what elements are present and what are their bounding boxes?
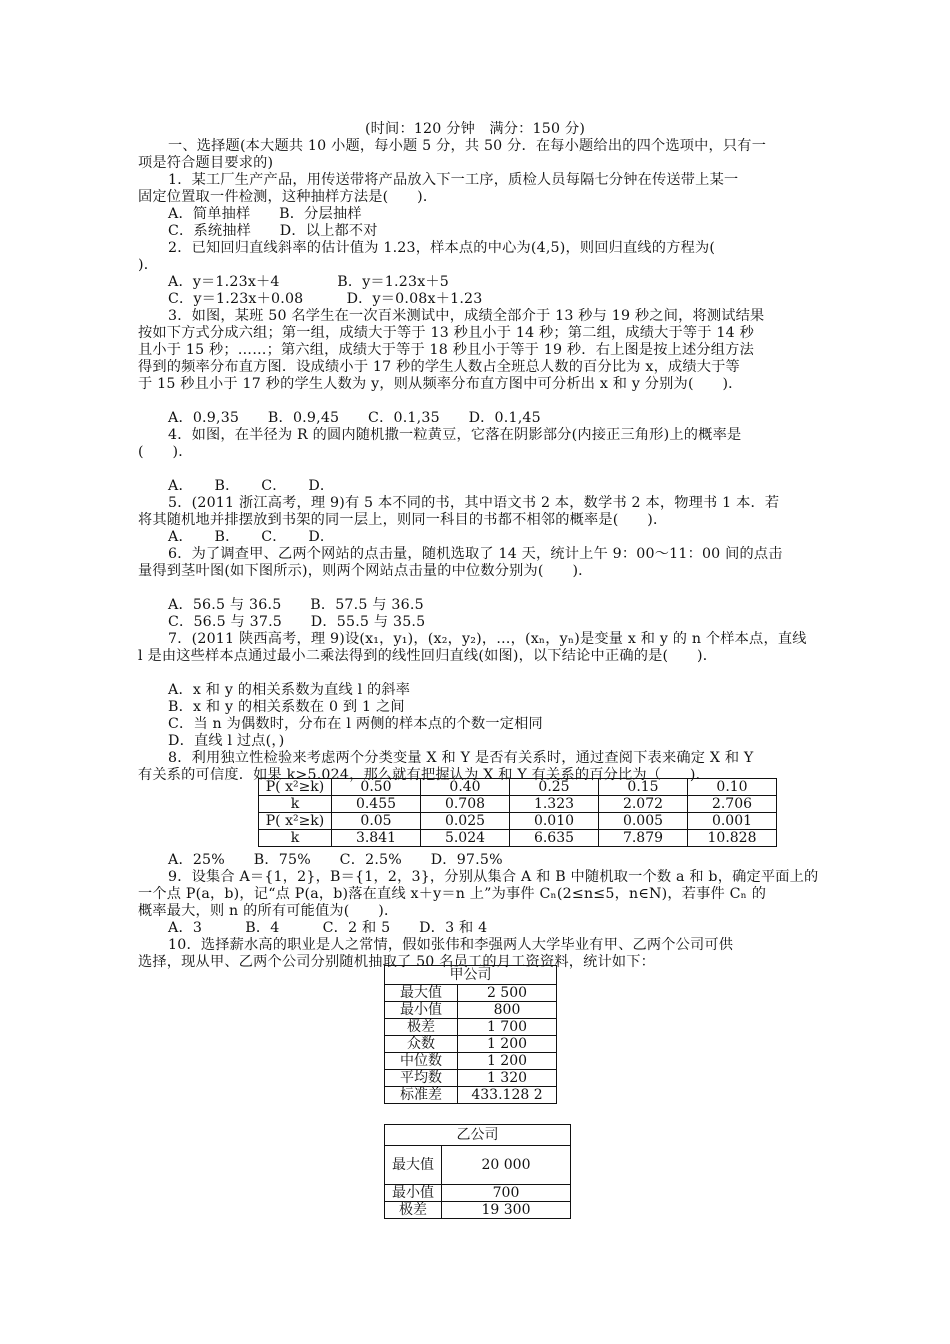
q3-stem-line-2: 按如下方式分成六组；第一组，成绩大于等于 13 秒且小于 14 秒；第二组，成绩大于等于 14 秒 <box>138 325 754 341</box>
q2-options-ab: A．y＝1.23x＋4 B．y＝1.23x＋5 <box>168 274 450 290</box>
q8-critical-value-table <box>258 778 777 847</box>
table-row <box>385 1202 571 1219</box>
table-cell: 0.25 <box>510 779 599 796</box>
table-row <box>259 830 777 847</box>
q2-options-cd: C．y＝1.23x＋0.08 D．y＝0.08x＋1.23 <box>168 291 483 307</box>
table-cell: 0.025 <box>421 813 510 830</box>
table-cell: 5.024 <box>421 830 510 847</box>
table-cell: 0.10 <box>688 779 777 796</box>
q4-stem-line-1: 4．如图，在半径为 R 的圆内随机撒一粒黄豆，它落在阴影部分(内接正三角形)上的概率是 <box>168 427 742 443</box>
q3-stem-line-4: 得到的频率分布直方图．设成绩小于 17 秒的学生人数占全班总人数的百分比为 x，成绩大于等 <box>138 359 740 375</box>
table-row <box>259 813 777 830</box>
table-cell: 2 500 <box>458 985 557 1002</box>
table-row <box>385 1002 557 1019</box>
q9-stem-line-1: 9．设集合 A＝{1，2}，B＝{1，2，3}，分别从集合 A 和 B 中随机取一个数 a 和 b，确定平面上的 <box>168 869 819 885</box>
q2-stem-line-2: )． <box>138 257 159 273</box>
company-b-salary-table <box>384 1124 571 1219</box>
table-cell: 最大值 <box>385 1146 442 1185</box>
table-row <box>385 1019 557 1036</box>
table-row <box>385 1146 571 1185</box>
table-cell: 0.005 <box>599 813 688 830</box>
table-cell: 0.40 <box>421 779 510 796</box>
table-cell: 最大值 <box>385 985 458 1002</box>
table-cell: k <box>259 830 332 847</box>
time-score-header: (时间：120 分钟 满分：150 分) <box>364 121 586 137</box>
q7-option-d: D．直线 l 过点(，) <box>168 733 285 749</box>
table-cell: 3.841 <box>332 830 421 847</box>
table-cell: 标准差 <box>385 1087 458 1104</box>
table-cell: 平均数 <box>385 1070 458 1087</box>
table-cell: 0.010 <box>510 813 599 830</box>
table-cell: 最小值 <box>385 1185 442 1202</box>
q5-options: A． B． C． D． <box>168 529 335 545</box>
q3-stem-line-5: 于 15 秒且小于 17 秒的学生人数为 y，则从频率分布直方图中可分析出 x 和 y 分别为( )． <box>138 376 743 392</box>
table-row <box>259 796 777 813</box>
q9-stem-line-2: 一个点 P(a，b)，记“点 P(a，b)落在直线 x＋y＝n 上”为事件 Cₙ(2≤n≤5，n∈N)，若事件 Cₙ 的 <box>138 886 767 902</box>
q9-stem-line-3: 概率最大，则 n 的所有可能值为( )． <box>138 903 399 919</box>
table-caption: 甲公司 <box>385 966 557 985</box>
q7-option-b: B．x 和 y 的相关系数在 0 到 1 之间 <box>168 699 405 715</box>
table-row <box>385 1087 557 1104</box>
q7-option-c: C．当 n 为偶数时，分布在 l 两侧的样本点的个数一定相同 <box>168 716 543 732</box>
q8-stem-line-2: 有关系的可信度．如果 k>5.024，那么就有把握认为 X 和 Y 有关系的百分比为（ )． <box>138 767 711 783</box>
table-row <box>385 1185 571 1202</box>
table-row <box>259 779 777 796</box>
table-cell: 1 200 <box>458 1053 557 1070</box>
table-cell: 800 <box>458 1002 557 1019</box>
q3-stem-line-3: 且小于 15 秒；……；第六组，成绩大于等于 18 秒且小于等于 19 秒．右上图是按上述分组方法 <box>138 342 754 358</box>
table-row <box>385 1125 571 1146</box>
section-title-line-1: 一、选择题(本大题共 10 小题，每小题 5 分，共 50 分．在每小题给出的四个选项中，只有一 <box>168 138 767 154</box>
q9-options: A．3 B．4 C．2 和 5 D．3 和 4 <box>168 920 488 936</box>
table-cell: 极差 <box>385 1019 458 1036</box>
table-cell: 0.708 <box>421 796 510 813</box>
table-cell: 极差 <box>385 1202 442 1219</box>
q4-stem-line-2: ( )． <box>138 444 193 460</box>
table-cell: 700 <box>442 1185 571 1202</box>
table-cell: 0.05 <box>332 813 421 830</box>
table-row <box>385 966 557 985</box>
q6-options-ab: A．56.5 与 36.5 B．57.5 与 36.5 <box>168 597 424 613</box>
table-cell: 1 320 <box>458 1070 557 1087</box>
q10-stem-line-2: 选择，现从甲、乙两个公司分别随机抽取了 50 名员工的月工资资料，统计如下： <box>138 954 656 970</box>
q6-stem-line-2: 量得到茎叶图(如下图所示)，则两个网站点击量的中位数分别为( )． <box>138 563 593 579</box>
table-cell: 1 700 <box>458 1019 557 1036</box>
table-cell: 2.706 <box>688 796 777 813</box>
table-cell: 6.635 <box>510 830 599 847</box>
q7-option-a: A．x 和 y 的相关系数为直线 l 的斜率 <box>168 682 411 698</box>
q1-stem-line-1: 1．某工厂生产产品，用传送带将产品放入下一工序，质检人员每隔七分钟在传送带上某一 <box>168 172 739 188</box>
table-cell: 中位数 <box>385 1053 458 1070</box>
q6-stem-line-1: 6．为了调查甲、乙两个网站的点击量，随机选取了 14 天，统计上午 9：00～11：00 间的点击 <box>168 546 783 562</box>
table-caption: 乙公司 <box>385 1125 571 1146</box>
q1-options-ab: A．简单抽样 B．分层抽样 <box>168 206 362 222</box>
q7-stem-line-1: 7．(2011 陕西高考，理 9)设(x₁，y₁)，(x₂，y₂)，…，(xₙ，yₙ)是变量 x 和 y 的 n 个样本点，直线 <box>168 631 807 647</box>
q7-stem-line-2: l 是由这些样本点通过最小二乘法得到的线性回归直线(如图)，以下结论中正确的是( )． <box>138 648 718 664</box>
q5-stem-line-1: 5．(2011 浙江高考，理 9)有 5 本不同的书，其中语文书 2 本，数学书 2 本，物理书 1 本．若 <box>168 495 780 511</box>
table-cell: k <box>259 796 332 813</box>
table-cell: 433.128 2 <box>458 1087 557 1104</box>
table-cell: 2.072 <box>599 796 688 813</box>
table-cell: 0.50 <box>332 779 421 796</box>
table-row <box>385 1053 557 1070</box>
q4-options: A． B． C． D． <box>168 478 335 494</box>
q1-stem-line-2: 固定位置取一件检测，这种抽样方法是( )． <box>138 189 438 205</box>
table-row <box>385 1070 557 1087</box>
q3-options: A．0.9,35 B．0.9,45 C．0.1,35 D．0.1,45 <box>168 410 541 426</box>
table-cell: 最小值 <box>385 1002 458 1019</box>
table-cell: P( x²≥k) <box>259 779 332 796</box>
table-cell: 众数 <box>385 1036 458 1053</box>
table-cell: 0.15 <box>599 779 688 796</box>
q8-options: A．25% B．75% C．2.5% D．97.5% <box>168 852 503 868</box>
table-row <box>385 985 557 1002</box>
table-cell: 0.001 <box>688 813 777 830</box>
q2-stem-line-1: 2．已知回归直线斜率的估计值为 1.23，样本点的中心为(4,5)，则回归直线的方程为( <box>168 240 716 256</box>
q8-stem-line-1: 8．利用独立性检验来考虑两个分类变量 X 和 Y 是否有关系时，通过查阅下表来确定 X 和 Y <box>168 750 754 766</box>
q5-stem-line-2: 将其随机地并排摆放到书架的同一层上，则同一科目的书都不相邻的概率是( )． <box>138 512 668 528</box>
q3-stem-line-1: 3．如图，某班 50 名学生在一次百米测试中，成绩全部介于 13 秒与 19 秒之间，将测试结果 <box>168 308 765 324</box>
q6-options-cd: C．56.5 与 37.5 D．55.5 与 35.5 <box>168 614 426 630</box>
table-cell: 20 000 <box>442 1146 571 1185</box>
table-cell: 19 300 <box>442 1202 571 1219</box>
table-cell: 1.323 <box>510 796 599 813</box>
table-row <box>385 1036 557 1053</box>
q10-stem-line-1: 10．选择薪水高的职业是人之常情，假如张伟和李强两人大学毕业有甲、乙两个公司可供 <box>168 937 734 953</box>
table-cell: P( x²≥k) <box>259 813 332 830</box>
table-cell: 7.879 <box>599 830 688 847</box>
table-cell: 0.455 <box>332 796 421 813</box>
q1-options-cd: C．系统抽样 D．以上都不对 <box>168 223 378 239</box>
table-cell: 1 200 <box>458 1036 557 1053</box>
company-a-salary-table <box>384 965 557 1104</box>
section-title-line-2: 项是符合题目要求的) <box>138 155 274 171</box>
table-cell: 10.828 <box>688 830 777 847</box>
